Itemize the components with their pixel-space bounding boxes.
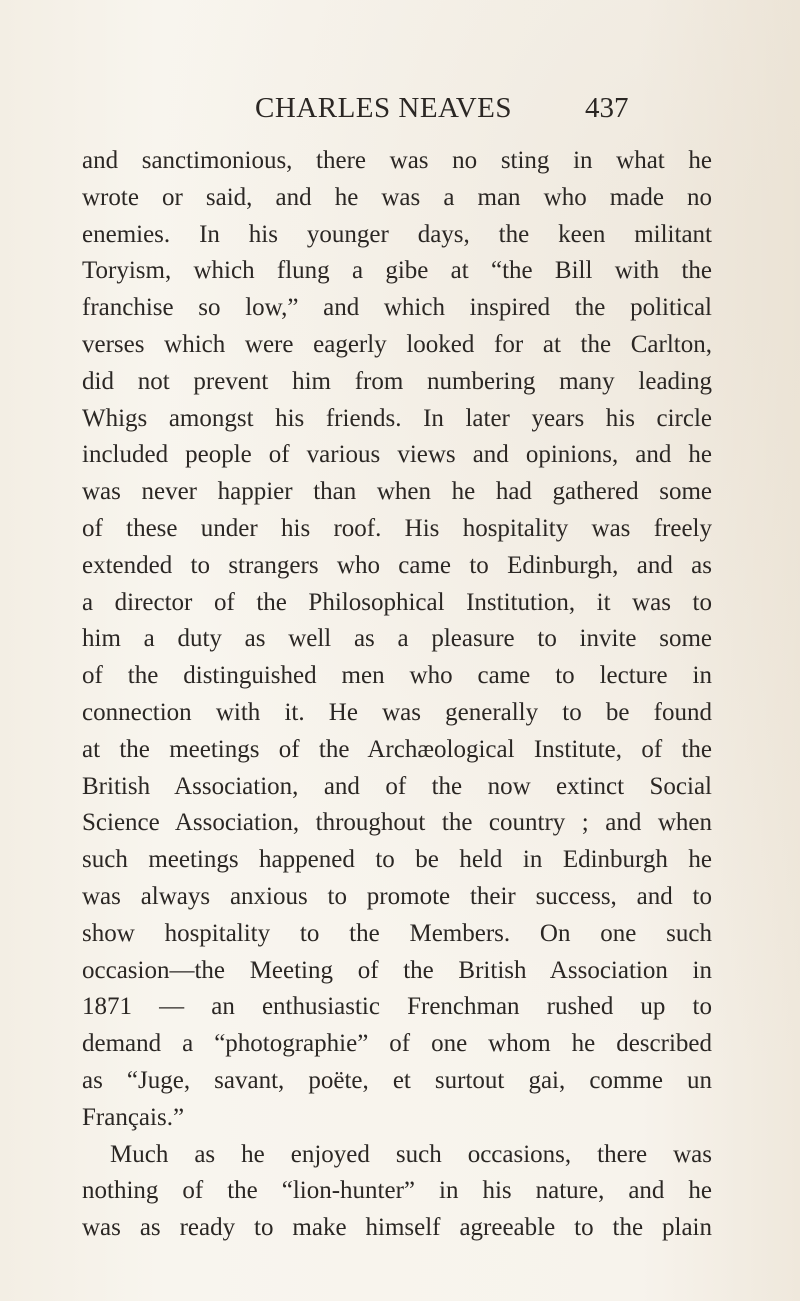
text-line: show hospitality to the Members. On one such (82, 919, 712, 947)
text-line: nothing of the “lion-hunter” in his nature, and he (82, 1177, 712, 1205)
text-line: Much as he enjoyed such occasions, there was (110, 1140, 712, 1168)
text-line: enemies. In his younger days, the keen militant (82, 220, 712, 248)
text-line: him a duty as well as a pleasure to invite some (82, 625, 712, 653)
text-line: demand a “photographie” of one whom he described (82, 1030, 712, 1058)
text-line: 1871 — an enthusiastic Frenchman rushed up to (82, 993, 712, 1021)
text-line: of the distinguished men who came to lecture in (82, 662, 712, 690)
text-line: and sanctimonious, there was no sting in what he (82, 147, 712, 174)
text-line: Français.” (82, 1103, 185, 1131)
running-head: CHARLES NEAVES (255, 92, 513, 124)
text-line: British Association, and of the now extinct Social (82, 772, 712, 800)
text-line: Toryism, which flung a gibe at “the Bill with the (82, 257, 712, 285)
text-line: a director of the Philosophical Institution, it was to (82, 588, 712, 616)
text-line: at the meetings of the Archæological Institute, of the (82, 735, 712, 763)
text-line: was always anxious to promote their success, and to (82, 882, 712, 910)
text-line: wrote or said, and he was a man who made no (82, 183, 712, 211)
text-line: Whigs amongst his friends. In later years his circle (82, 404, 712, 432)
text-line: Science Association, throughout the country ; and when (82, 809, 712, 837)
text-line: was as ready to make himself agreeable to the plain (82, 1214, 712, 1242)
text-line: franchise so low,” and which inspired the political (82, 294, 712, 322)
text-line: was never happier than when he had gathered some (82, 478, 712, 506)
page-number: 437 (585, 92, 629, 124)
text-line: extended to strangers who came to Edinburgh, and as (82, 551, 712, 579)
text-line: included people of various views and opinions, and he (82, 441, 712, 469)
text-line: connection with it. He was generally to be found (82, 698, 712, 726)
text-line: occasion—the Meeting of the British Association in (82, 956, 712, 984)
text-line: as “Juge, savant, poëte, et surtout gai, comme un (82, 1066, 712, 1094)
text-line: of these under his roof. His hospitality was freely (82, 514, 712, 542)
text-line: did not prevent him from numbering many leading (82, 367, 712, 395)
text-line: such meetings happened to be held in Edinburgh he (82, 846, 712, 874)
text-line: verses which were eagerly looked for at the Carlton, (82, 330, 712, 358)
page-header (255, 92, 655, 132)
body-text (82, 143, 712, 1247)
